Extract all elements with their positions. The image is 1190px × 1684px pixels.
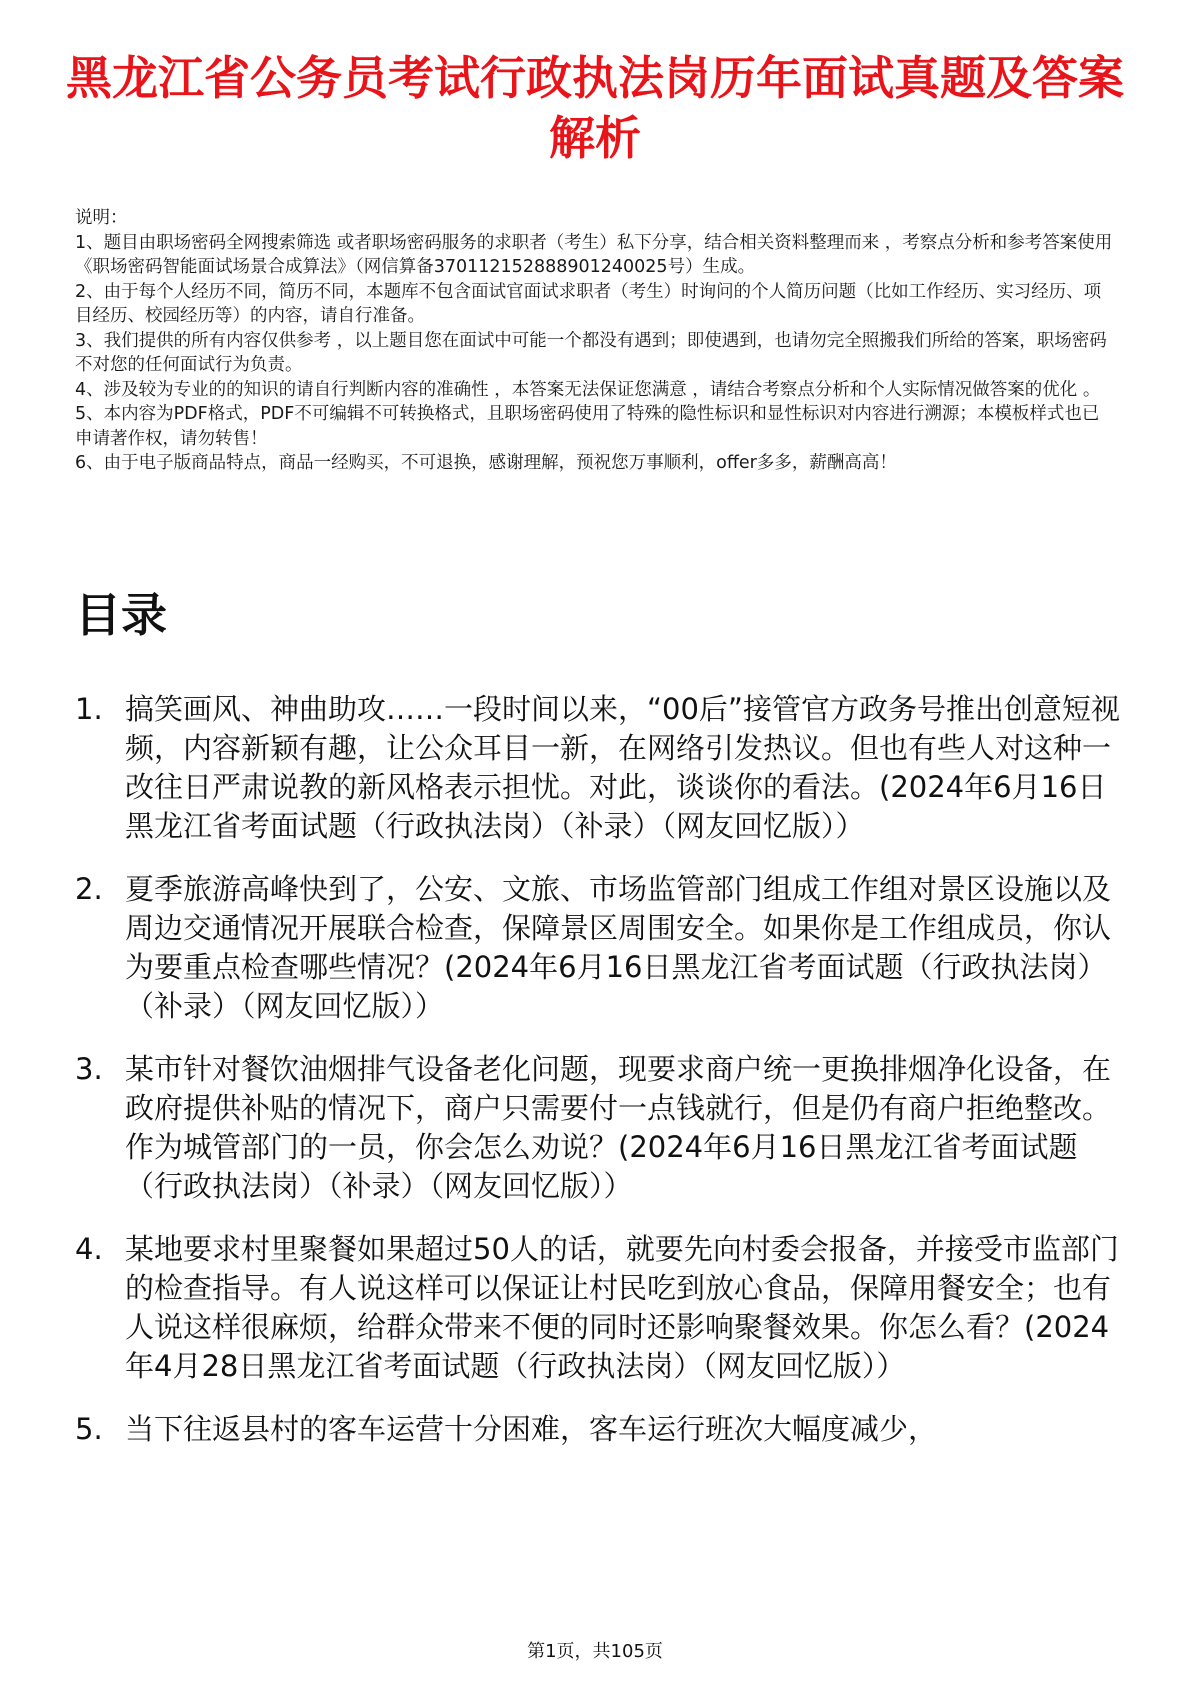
toc-item-text: 某地要求村里聚餐如果超过50人的话，就要先向村委会报备，并接受市监部门的检查指导。有人说这样可以保证让村民吃到放心食品，保障用餐安全；也有人说这样很麻烦，给群众带来不便的同时还影响聚餐效果。你怎么看？(2024年4月28日黑龙江省考面试题（行政执法岗）（网友回忆版））	[125, 1232, 1119, 1383]
document-title: 黑龙江省公务员考试行政执法岗历年面试真题及答案解析	[66, 51, 1124, 165]
toc-item-text: 搞笑画风、神曲助攻……一段时间以来，“00后”接管官方政务号推出创意短视频，内容新颖有趣，让公众耳目一新，在网络引发热议。但也有些人对这种一改往日严肃说教的新风格表示担忧。对此，谈谈你的看法。(2024年6月16日黑龙江省考面试题（行政执法岗）（补录）（网友回忆版））	[125, 692, 1120, 843]
page-number-footer: 第1页，共105页	[527, 1641, 663, 1662]
toc-item-text: 某市针对餐饮油烟排气设备老化问题，现要求商户统一更换排烟净化设备，在政府提供补贴的情况下，商户只需要付一点钱就行，但是仍有商户拒绝整改。作为城管部门的一员，你会怎么劝说？(2024年6月16日黑龙江省考面试题（行政执法岗）（补录）（网友回忆版））	[125, 1052, 1112, 1203]
toc-heading: 目录	[75, 588, 167, 642]
note-item: 2、由于每个人经历不同，简历不同，本题库不包含面试官面试求职者（考生）时询问的个人简历问题（比如工作经历、实习经历、项目经历、校园经历等）的内容，请自行准备。	[75, 281, 1102, 326]
toc-item[interactable]	[75, 870, 1125, 1026]
notes-heading: 说明：	[75, 208, 128, 228]
notes-block	[75, 206, 1115, 476]
toc-item-number: 5.	[75, 1412, 103, 1446]
toc-item[interactable]	[75, 1050, 1125, 1206]
note-item: 1、题目由职场密码全网搜索筛选 或者职场密码服务的求职者（考生）私下分享，结合相关资料整理而来 ，考察点分析和参考答案使用《职场密码智能面试场景合成算法》（网信算备370112152888901240025号）生成。	[75, 232, 1113, 277]
toc-item-number: 1.	[75, 692, 103, 726]
toc-item[interactable]	[75, 1410, 1125, 1449]
toc-item-number: 4.	[75, 1232, 103, 1266]
toc-list	[75, 690, 1125, 1473]
note-item: 3、我们提供的所有内容仅供参考 ，以上题目您在面试中可能一个都没有遇到；即使遇到，也请勿完全照搬我们所给的答案，职场密码不对您的任何面试行为负责。	[75, 330, 1107, 375]
note-item: 4、涉及较为专业的的知识的请自行判断内容的准确性 ，本答案无法保证您满意 ，请结合考察点分析和个人实际情况做答案的优化 。	[75, 379, 1101, 400]
note-item: 5、本内容为PDF格式，PDF不可编辑不可转换格式，且职场密码使用了特殊的隐性标识和显性标识对内容进行溯源；本模板样式也已申请著作权，请勿转售！	[75, 404, 1100, 449]
toc-item-number: 3.	[75, 1052, 103, 1086]
toc-item[interactable]	[75, 1230, 1125, 1386]
toc-item-text: 当下往返县村的客车运营十分困难，客车运行班次大幅度减少，	[125, 1412, 938, 1446]
toc-item-number: 2.	[75, 872, 103, 906]
note-item: 6、由于电子版商品特点，商品一经购买，不可退换，感谢理解，预祝您万事顺利，offer多多，薪酬高高！	[75, 453, 897, 473]
toc-item[interactable]	[75, 690, 1125, 846]
toc-item-text: 夏季旅游高峰快到了，公安、文旅、市场监管部门组成工作组对景区设施以及周边交通情况开展联合检查，保障景区周围安全。如果你是工作组成员，你认为要重点检查哪些情况？(2024年6月16日黑龙江省考面试题（行政执法岗）（补录）（网友回忆版））	[125, 872, 1112, 1023]
